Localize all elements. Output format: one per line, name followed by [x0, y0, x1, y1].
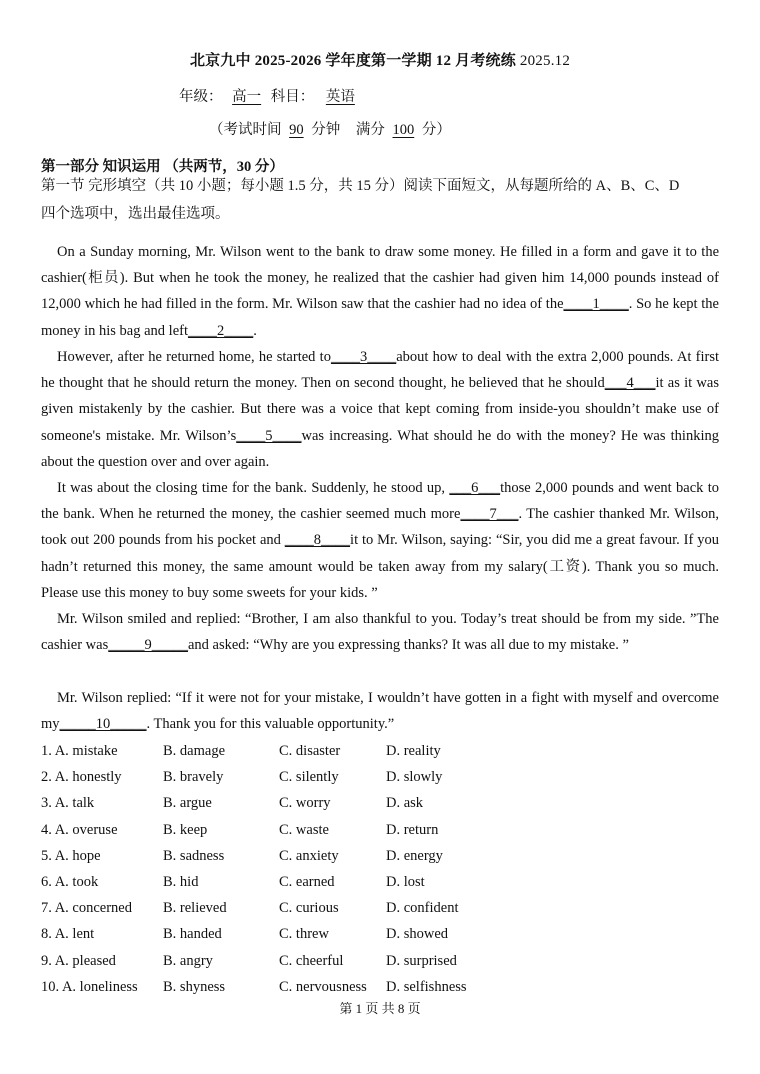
grade-value: 高一 [232, 89, 262, 105]
exam-title [0, 49, 760, 70]
blank-4: ___4___ [604, 375, 656, 392]
exam-date: 2025.12 [519, 53, 571, 69]
passage-text: However, after he returned home, he started to [57, 349, 331, 365]
option-b: B. shyness [163, 978, 226, 995]
option-a: 7. A. concerned [41, 900, 132, 917]
score-suffix: 分） [421, 122, 451, 138]
option-c: C. anxiety [279, 847, 339, 864]
option-d: D. slowly [386, 769, 443, 786]
option-c: C. worry [279, 795, 331, 812]
blank-5: ____5____ [236, 427, 302, 444]
option-d: D. showed [386, 926, 449, 943]
option-c: C. nervousness [279, 978, 367, 995]
passage-text: . The cashier thanked Mr. Wilson, took out 200 pounds from his pocket and [41, 506, 720, 549]
page-number: 第 1 页 共 8 页 [339, 1001, 421, 1016]
option-b: B. handed [163, 926, 222, 943]
passage-paragraph-4 [41, 606, 719, 658]
option-c: C. curious [279, 900, 339, 917]
option-c: C. waste [279, 821, 329, 838]
subject-label: 科目： [270, 89, 315, 105]
time-prefix: （考试时间 [209, 122, 282, 138]
blank-10: _____10_____ [59, 716, 147, 733]
option-a: 3. A. talk [41, 795, 95, 812]
subject-value: 英语 [325, 89, 355, 105]
passage-text: It was about the closing time for the bank. Suddenly, he stood up, [57, 480, 450, 496]
option-a: 8. A. lent [41, 926, 95, 943]
passage-text: was increasing. What should he do with the money? He was thinking about the question over and over again. [41, 427, 719, 470]
option-d: D. lost [386, 873, 425, 890]
passage-paragraph-5 [41, 685, 719, 737]
passage-text: Mr. Wilson smiled and replied: “Brother, I am also thankful to you. Today’s treat should be from my side. ”The cashier was [41, 611, 719, 654]
passage-text: it as it was given mistakenly by the cashier. But there was a voice that kept coming from inside-you shouldn’t make use of someone's mistake. Mr. Wilson’s [41, 375, 719, 444]
passage-text: . Thank you for this valuable opportunity.” [146, 716, 395, 733]
option-c: C. cheerful [279, 952, 344, 969]
option-c: C. silently [279, 769, 339, 786]
option-b: B. bravely [163, 769, 224, 786]
option-a: 10. A. loneliness [41, 978, 138, 995]
option-b: B. argue [163, 795, 212, 812]
blank-6: ___6___ [449, 480, 501, 496]
option-a: 5. A. hope [41, 847, 101, 864]
passage-text: Mr. Wilson replied: “If it were not for your mistake, I wouldn’t have gotten in a fight with myself and overcome my [41, 690, 719, 733]
option-c: C. earned [279, 873, 335, 890]
option-a: 9. A. pleased [41, 952, 116, 969]
passage-paragraph-2 [41, 344, 719, 475]
option-d: D. selfishness [386, 978, 467, 995]
blank-3: ____3____ [330, 349, 397, 365]
option-b: B. keep [163, 821, 208, 838]
exam-time-line [209, 118, 451, 139]
blank-9: _____9_____ [108, 637, 188, 654]
passage-paragraph-1 [41, 239, 719, 344]
passage-text: and asked: “Why are you expressing thanks? It was all due to my mistake. ” [187, 637, 629, 654]
option-a: 6. A. took [41, 873, 99, 890]
exam-title-text: 北京九中 2025-2026 学年度第一学期 12 月考统练 [189, 53, 516, 69]
option-b: B. angry [163, 952, 213, 969]
passage-text: . [253, 322, 257, 339]
section-heading: 第一部分 知识运用 （共两节，30 分） [41, 159, 284, 175]
option-d: D. confident [386, 900, 459, 917]
passage-paragraph-3 [41, 475, 719, 606]
option-c: C. threw [279, 926, 329, 943]
option-b: B. relieved [163, 900, 227, 917]
option-a: 1. A. mistake [41, 743, 118, 759]
option-d: D. energy [386, 847, 443, 864]
option-d: D. surprised [386, 952, 457, 969]
option-a: 4. A. overuse [41, 821, 118, 838]
section-instruction-line2: 四个选项中，选出最佳选项。 [41, 206, 230, 222]
option-d: D. return [386, 821, 439, 838]
option-a: 2. A. honestly [41, 769, 122, 786]
option-b: B. damage [163, 743, 226, 759]
option-c: C. disaster [279, 743, 341, 759]
grade-label: 年级： [179, 89, 223, 105]
passage-text: On a Sunday morning, Mr. Wilson went to the bank to draw some money. He filled in a form and gave it to the cashier(柜员). But when he took the money, he realized that the cashier had given him 14,000 pounds instead of 12,000 which he had filled in the form. Mr. Wilson saw that the cashier had no idea of the [41, 244, 719, 313]
passage-text: it to Mr. Wilson, saying: “Sir, you did me a great favour. If you hadn’t returned this money, the same amount would be taken away from my salary(工资). Thank you so much. Please use this money to buy some sweets for your kids. ” [41, 532, 719, 601]
option-d: D. ask [386, 795, 424, 812]
passage-text: those 2,000 pounds and went back to the bank. When he returned the money, the cashier seemed much more [41, 480, 719, 523]
option-b: B. hid [163, 873, 199, 890]
time-unit: 分钟 [311, 122, 341, 138]
option-d: D. reality [386, 743, 441, 759]
section-instruction-line1: 第一节 完形填空（共 10 小题；每小题 1.5 分，共 15 分）阅读下面短文，从每题所给的 A、B、C、D [41, 178, 680, 194]
blank-7: ____7___ [460, 506, 519, 523]
score-value: 100 [392, 122, 415, 138]
passage-text: . So he kept the money in his bag and left [41, 296, 719, 339]
blank-1: ____1____ [563, 296, 629, 313]
grade-subject-line [179, 85, 363, 106]
passage-text: about how to deal with the extra 2,000 pounds. At first he thought that he should return the money. Then on second thought, he believed that he should [41, 349, 719, 392]
score-prefix: 满分 [355, 122, 385, 138]
blank-8: ____8____ [284, 532, 351, 549]
option-b: B. sadness [163, 847, 225, 864]
blank-2: ____2____ [187, 322, 254, 339]
time-value: 90 [289, 122, 304, 138]
